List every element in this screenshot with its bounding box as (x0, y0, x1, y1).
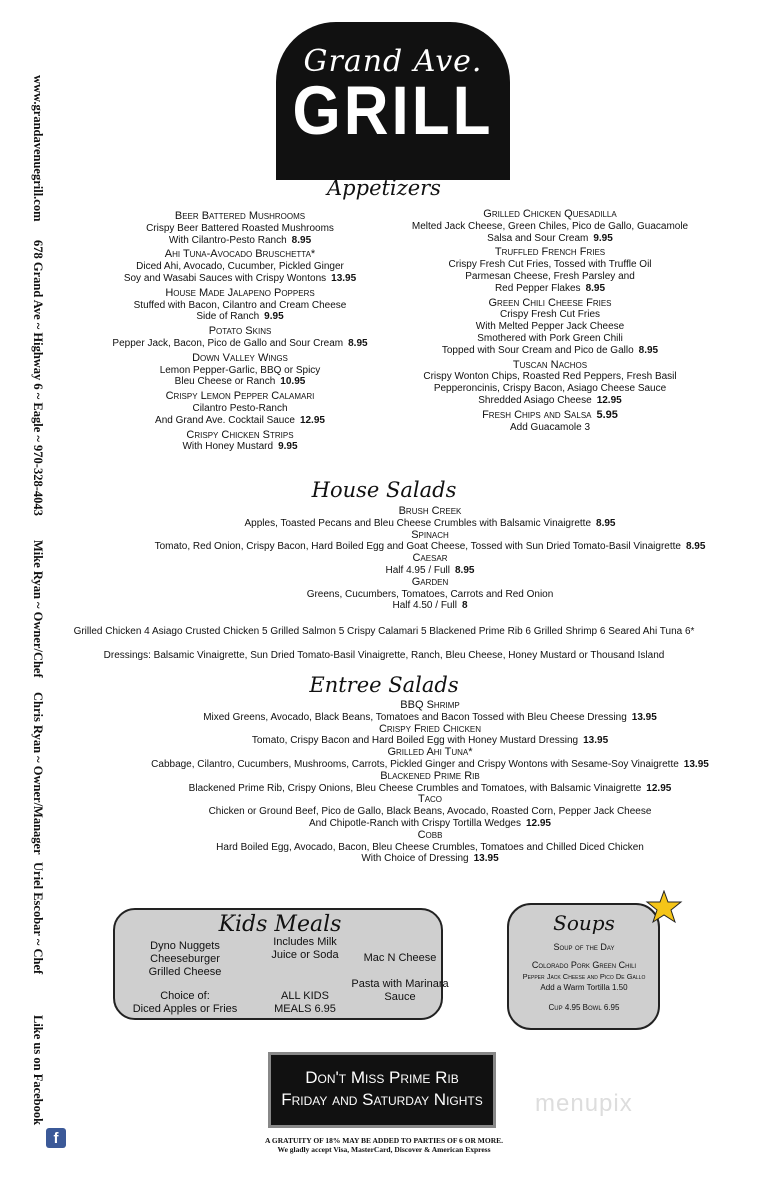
watermark: menupix (535, 1090, 633, 1117)
item-name-text: Brush Creek (398, 505, 462, 517)
item-name (90, 391, 390, 403)
item-name-text: Crispy Chicken Strips (186, 428, 294, 441)
item-description (390, 221, 710, 233)
item-name (100, 553, 760, 565)
logo-line2: GRILL (292, 73, 494, 150)
green-chili: Colorado Pork Green Chili (531, 960, 637, 970)
item-name-text: Potato Skins (208, 325, 272, 338)
item-name-text: Garden (411, 575, 449, 588)
entree-salads-list (100, 700, 760, 865)
item-description-text: And Chipotle-Ranch with Crispy Tortilla Wedges (309, 817, 521, 829)
item-description (100, 853, 760, 865)
soups-details (509, 942, 659, 1013)
item-name (100, 747, 760, 759)
item-description-text: Parmesan Cheese, Fresh Parsley and (465, 270, 635, 282)
item-description-text: Soy and Wasabi Sauces with Crispy Wontons (123, 272, 327, 284)
item-name (100, 794, 760, 806)
star-icon (645, 890, 683, 924)
item-description (390, 259, 710, 271)
item-description-text: Shredded Asiago Cheese (478, 394, 592, 406)
item-description (90, 338, 390, 350)
kids-drink: Juice or Soda (271, 949, 339, 961)
item-description-text: Half 4.95 / Full (385, 564, 450, 576)
kids-drinks (260, 936, 350, 962)
item-price: 8.95 (638, 344, 659, 356)
item-description-text: Greens, Cucumbers, Tomatoes, Carrots and Red Onion (306, 588, 554, 600)
item-name-text: Caesar (412, 552, 448, 565)
kids-title: Kids Meals (218, 912, 342, 937)
item-description-text: Tomato, Crispy Bacon and Hard Boiled Egg with Honey Mustard Dressing (251, 735, 579, 747)
item-name-text: House Made Jalapeno Poppers (165, 286, 315, 299)
house-salads-title: House Salads (311, 478, 457, 502)
menu-item (100, 747, 760, 771)
item-description-text: Stuffed with Bacon, Cilantro and Cream Cheese (133, 299, 347, 311)
item-description (390, 371, 710, 383)
item-name (390, 247, 710, 259)
item-description (90, 261, 390, 273)
website[interactable]: www.grandavenuegrill.com (31, 75, 45, 222)
payment-note: We gladly accept Visa, MasterCard, Discover & American Express (277, 1145, 491, 1154)
item-description-text: Cabbage, Cilantro, Cucumbers, Mushrooms, Carrots, Pickled Ginger and Crispy Wontons with Sesame-Soy Vinaigrette (151, 758, 679, 770)
item-description (100, 842, 760, 854)
item-description-text: With Melted Pepper Jack Cheese (475, 321, 625, 333)
item-name (390, 209, 710, 221)
item-description (390, 345, 710, 357)
item-description (90, 415, 390, 427)
item-description-text: Crispy Beer Battered Roasted Mushrooms (146, 222, 334, 234)
item-description-text: With Honey Mustard (182, 441, 274, 453)
item-name-text: Taco (417, 793, 443, 806)
item-description (100, 600, 760, 612)
menu-item (100, 506, 760, 530)
item-description (90, 441, 390, 453)
item-description-text: Crispy Wonton Chips, Roasted Red Peppers, Fresh Basil (423, 371, 677, 383)
item-name-text: Blackened Prime Rib (380, 769, 480, 782)
item-name (100, 830, 760, 842)
item-description (390, 309, 710, 321)
item-description-text: Lemon Pepper-Garlic, BBQ or Spicy (159, 364, 321, 376)
item-name (100, 530, 760, 542)
kids-item: Dyno Nuggets (150, 940, 220, 952)
item-description (390, 283, 710, 295)
banner-line1: Don't Miss Prime Rib (305, 1068, 459, 1087)
item-price: 13.95 (683, 758, 709, 770)
item-price: 8.95 (585, 282, 606, 294)
item-description (90, 273, 390, 285)
item-name-text: Cobb (417, 828, 443, 841)
item-description (390, 271, 710, 283)
menu-item (100, 771, 760, 795)
item-description-text: Salsa and Sour Cream (487, 232, 589, 244)
item-description (390, 233, 710, 245)
item-name-text: Beer Battered Mushrooms (174, 210, 306, 222)
item-description-text: Blackened Prime Rib, Crispy Onions, Bleu Cheese Crumbles and Tomatoes, with Balsamic Vinaigrette (188, 782, 642, 794)
item-description-text: Mixed Greens, Avocado, Black Beans, Tomatoes and Bacon Tossed with Bleu Cheese Dressing (203, 711, 627, 723)
item-description (90, 403, 390, 415)
menu-item (100, 724, 760, 748)
menu-item (390, 247, 710, 294)
address-phone: 678 Grand Ave ~ Highway 6 ~ Eagle ~ 970-328-4043 (31, 240, 45, 516)
item-description-text: With Choice of Dressing (361, 853, 469, 865)
item-description-text: Tomato, Red Onion, Crispy Bacon, Hard Boiled Egg and Goat Cheese, Tossed with Sun Dried Tomato-Basil Vinaigrette (154, 541, 681, 553)
dressings: Dressings: Balsamic Vinaigrette, Sun Dried Tomato-Basil Vinaigrette, Ranch, Bleu Cheese, Honey Mustard or Thousand Island (103, 650, 665, 661)
item-name-text: Grilled Ahi Tuna* (387, 746, 473, 759)
item-description-text: Add Guacamole 3 (509, 421, 591, 433)
salad-addons: Grilled Chicken 4 Asiago Crusted Chicken 5 Grilled Salmon 5 Crispy Calamari 5 Blackened Prime Rib 6 Grilled Shrimp 6 Seared Ahi Tuna 6* (73, 626, 695, 637)
item-description-text: Smothered with Pork Green Chili (477, 332, 623, 344)
item-description-text: Cilantro Pesto-Ranch (192, 402, 288, 414)
item-name (90, 288, 390, 300)
logo-line1: Grand Ave. (303, 44, 483, 79)
prime-rib-banner (268, 1052, 496, 1128)
appetizers-right-column (390, 209, 710, 436)
menu-item (90, 353, 390, 388)
menu-item (100, 577, 760, 612)
menu-item (100, 530, 760, 554)
staff-owner-chef: Mike Ryan ~ Owner/Chef (31, 540, 45, 678)
soups-title: Soups (553, 911, 615, 935)
item-name-text: Grilled Chicken Quesadilla (483, 208, 617, 220)
item-price: 9.95 (593, 232, 613, 244)
item-price: 12.95 (525, 817, 551, 829)
appetizers-left-column (90, 211, 390, 456)
item-description (390, 422, 710, 434)
entree-salads-title: Entree Salads (309, 673, 459, 697)
menu-item (390, 360, 710, 407)
item-description (90, 376, 390, 388)
kids-mains (135, 940, 235, 979)
item-price: 13.95 (331, 272, 357, 284)
item-description-text: Chicken or Ground Beef, Pico de Gallo, Black Beans, Avocado, Roasted Corn, Pepper Jack Cheese (208, 806, 652, 818)
item-description (390, 383, 710, 395)
item-name (90, 430, 390, 442)
menu-item (90, 288, 390, 323)
kids-price (265, 990, 345, 1016)
kids-choice (120, 990, 250, 1016)
menu-item (390, 298, 710, 357)
gratuity-note: A GRATUITY OF 18% MAY BE ADDED TO PARTIES OF 6 OR MORE. (264, 1136, 504, 1145)
item-name (100, 771, 760, 783)
item-name (90, 211, 390, 223)
kids-price-line: MEALS 6.95 (274, 1003, 336, 1015)
item-description-text: Crispy Fresh Cut Fries, Tossed with Truffle Oil (448, 259, 652, 271)
item-price: 8.95 (348, 337, 368, 349)
tortilla-addon: Add a Warm Tortilla 1.50 (540, 983, 628, 992)
staff-chef: Uriel Escobar ~ Chef (31, 862, 45, 975)
appetizers-title: Appetizers (327, 176, 441, 200)
item-description-text: Pepper Jack, Bacon, Pico de Gallo and Sour Cream (112, 337, 344, 349)
item-description (90, 311, 390, 323)
item-name-text: Crispy Fried Chicken (378, 722, 482, 735)
item-price: 5.95 (596, 408, 618, 421)
menu-item (390, 410, 710, 434)
item-description (100, 589, 760, 601)
item-name-text: Green Chili Cheese Fries (488, 296, 612, 309)
item-description (90, 223, 390, 235)
soup-prices: Cup 4.95 Bowl 6.95 (548, 1003, 620, 1012)
item-description-text: And Grand Ave. Cocktail Sauce (155, 414, 295, 426)
kids-choice-line: Choice of: (160, 990, 210, 1002)
item-description-text: Half 4.50 / Full (392, 600, 457, 612)
item-name (100, 724, 760, 736)
menu-item (100, 700, 760, 724)
item-description-text: Side of Ranch (196, 311, 260, 323)
kids-mac: Mac N Cheese (363, 952, 437, 964)
logo (276, 22, 510, 180)
menu-item (100, 794, 760, 829)
item-price: 12.95 (646, 782, 672, 794)
item-price: 9.95 (278, 441, 298, 453)
item-description-text: Hard Boiled Egg, Avocado, Bacon, Bleu Cheese Crumbles, Tomatoes and Chilled Diced Chicken (216, 841, 644, 853)
facebook-icon[interactable]: f (46, 1128, 66, 1148)
house-salads-list (100, 506, 760, 612)
item-name (90, 326, 390, 338)
item-price: 12.95 (299, 414, 325, 426)
kids-item: Grilled Cheese (148, 966, 222, 978)
item-price: 9.95 (264, 311, 284, 323)
item-description-text: With Cilantro-Pesto Ranch (168, 234, 287, 246)
kids-drink: Includes Milk (273, 936, 337, 948)
item-name-text: Tuscan Nachos (512, 358, 588, 371)
item-description (100, 806, 760, 818)
item-name (390, 410, 710, 422)
green-chili-toppings: Pepper Jack Cheese and Pico De Gallo (522, 972, 646, 981)
item-description (90, 235, 390, 247)
kids-pasta-line: Sauce (384, 991, 416, 1003)
kids-choice-line: Diced Apples or Fries (132, 1003, 238, 1015)
item-description-text: Red Pepper Flakes (494, 282, 581, 294)
kids-item: Cheeseburger (150, 953, 220, 965)
item-description-text: Bleu Cheese or Ranch (174, 376, 276, 388)
menu-item (390, 209, 710, 244)
kids-pasta (345, 978, 455, 1004)
banner-line2: Friday and Saturday Nights (281, 1090, 483, 1109)
item-price: 8.95 (596, 517, 616, 529)
facebook-text[interactable]: Like us on Facebook (31, 1015, 45, 1126)
item-description-text: Apples, Toasted Pecans and Bleu Cheese Crumbles with Balsamic Vinaigrette (244, 517, 592, 529)
staff-owner-manager: Chris Ryan ~ Owner/Manager (31, 692, 45, 855)
item-description-text: Crispy Fresh Cut Fries (499, 309, 600, 321)
item-description-text: Melted Jack Cheese, Green Chiles, Pico de Gallo, Guacamole (411, 220, 689, 232)
item-price: 13.95 (631, 711, 657, 723)
menu-item (90, 211, 390, 246)
menu-item (90, 326, 390, 350)
item-description (390, 333, 710, 345)
item-description-text: Diced Ahi, Avocado, Cucumber, Pickled Ginger (136, 261, 344, 273)
item-description (390, 395, 710, 407)
item-description (90, 365, 390, 377)
item-price: 12.95 (596, 394, 622, 406)
item-name-text: Down Valley Wings (192, 351, 288, 364)
item-name (90, 353, 390, 365)
item-name (100, 506, 760, 518)
menu-item (90, 430, 390, 454)
kids-pasta-line: Pasta with Marinara (351, 978, 449, 990)
soups-box (507, 903, 660, 1030)
item-name (90, 249, 390, 261)
menu-item (100, 553, 760, 577)
item-price: 13.95 (473, 853, 499, 865)
item-price: 8.95 (685, 541, 706, 553)
item-price: 8 (461, 600, 468, 612)
kids-price-line: ALL KIDS (281, 990, 329, 1002)
item-price: 13.95 (583, 735, 609, 747)
menu-item (90, 249, 390, 284)
item-description (390, 321, 710, 333)
kids-meals-box (113, 908, 449, 1020)
item-name-text: Spinach (411, 528, 449, 541)
item-name (100, 700, 760, 712)
menu-item (90, 391, 390, 426)
item-price: 10.95 (280, 376, 306, 388)
item-name (390, 298, 710, 310)
item-name-text: Crispy Lemon Pepper Calamari (165, 390, 315, 403)
item-name (100, 577, 760, 589)
soup-of-day: Soup of the Day (553, 942, 615, 952)
item-name-text: Fresh Chips and Salsa (482, 408, 592, 421)
item-name-text: Ahi Tuna-Avocado Bruschetta* (164, 248, 316, 261)
item-description-text: Pepperoncinis, Crispy Bacon, Asiago Cheese Sauce (433, 383, 667, 395)
menu-item (100, 830, 760, 865)
item-price: 8.95 (291, 234, 312, 246)
item-name (390, 360, 710, 372)
item-name-text: Truffled French Fries (494, 246, 606, 259)
item-price: 8.95 (455, 564, 475, 576)
item-description (90, 300, 390, 312)
item-name-text: BBQ Shrimp (400, 699, 460, 711)
item-description-text: Topped with Sour Cream and Pico de Gallo (441, 344, 634, 356)
